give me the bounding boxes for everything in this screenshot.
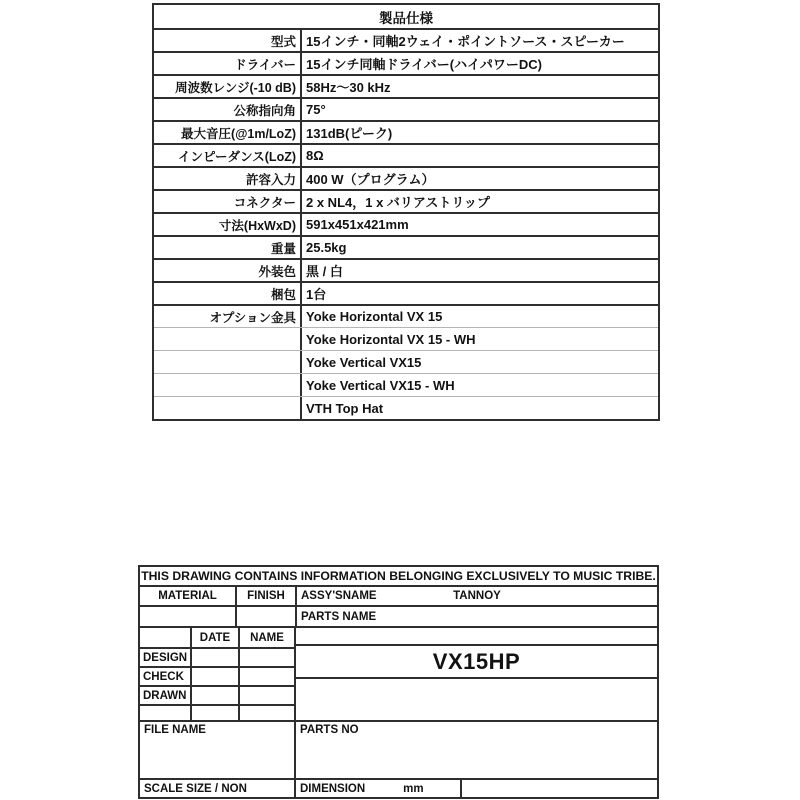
check-label: CHECK	[140, 668, 192, 685]
spec-row-power-handling	[154, 166, 658, 189]
spec-value: 15インチ同軸ドライバー(ハイパワーDC)	[306, 57, 542, 72]
spec-label: ドライバー	[154, 53, 302, 74]
spec-label-options: オプション金具	[154, 306, 302, 327]
dimension-cell	[296, 780, 462, 797]
check-row	[140, 666, 294, 685]
design-label: DESIGN	[140, 649, 192, 666]
spec-row-type	[154, 28, 658, 51]
spec-label-empty	[154, 397, 302, 419]
model-number: VX15HP	[296, 644, 657, 679]
parts-no-label: PARTS NO	[300, 724, 359, 736]
spec-value: 2 x NL4，1 x バリアストリップ	[306, 195, 490, 210]
spec-row-packaging	[154, 281, 658, 304]
spec-label: 周波数レンジ(-10 dB)	[154, 76, 302, 97]
signature-and-model-section	[140, 626, 657, 720]
spec-value: 1台	[306, 287, 327, 302]
finish-value-cell	[237, 607, 297, 626]
drawn-date-cell	[192, 687, 240, 704]
spec-label: インピーダンス(LoZ)	[154, 145, 302, 166]
material-finish-row	[140, 585, 657, 605]
blank-date-cell	[192, 706, 240, 720]
signature-grid	[140, 628, 296, 720]
spec-label: 外装色	[154, 260, 302, 281]
material-label: MATERIAL	[140, 587, 237, 605]
spec-label: 公称指向角	[154, 99, 302, 120]
drawn-name-cell	[240, 687, 294, 704]
finish-label: FINISH	[237, 587, 297, 605]
material-value-cell	[140, 607, 237, 626]
spec-value: 58Hz～30 kHz	[306, 80, 391, 95]
assy-name-label: ASSY'SNAME	[301, 590, 377, 602]
spec-row-optional-hardware-4	[154, 373, 658, 396]
signature-header-row	[140, 628, 294, 647]
spec-row-driver	[154, 51, 658, 74]
spec-row-impedance	[154, 143, 658, 166]
spec-value: 131dB(ピーク)	[306, 126, 393, 141]
dimension-label: DIMENSION	[300, 782, 366, 795]
blank-signature-row	[140, 704, 294, 720]
spec-row-dispersion	[154, 97, 658, 120]
option-value: VTH Top Hat	[306, 400, 384, 416]
check-date-cell	[192, 668, 240, 685]
spec-label: 寸法(HxWxD)	[154, 214, 302, 235]
spec-row-optional-hardware-1	[154, 304, 658, 327]
file-name-label: FILE NAME	[140, 722, 296, 778]
spec-label: コネクター	[154, 191, 302, 212]
option-value: Yoke Vertical VX15	[306, 354, 422, 370]
assy-name-cell	[297, 587, 657, 605]
model-section	[296, 628, 657, 720]
spec-row-optional-hardware-5	[154, 396, 658, 419]
brand-name: TANNOY	[453, 590, 501, 602]
spec-row-connectors	[154, 189, 658, 212]
spec-value: 75°	[306, 102, 326, 117]
scale-row-empty-cell	[462, 780, 657, 797]
model-empty-cell	[296, 679, 657, 720]
spec-label: 許容入力	[154, 168, 302, 189]
parts-name-row	[140, 605, 657, 626]
check-name-cell	[240, 668, 294, 685]
design-name-cell	[240, 649, 294, 666]
spec-label-empty	[154, 374, 302, 396]
option-value: Yoke Horizontal VX 15	[306, 309, 443, 324]
signature-header-blank	[140, 628, 192, 647]
spec-value: 黒 / 白	[306, 264, 343, 279]
spec-row-weight	[154, 235, 658, 258]
spec-row-frequency-range	[154, 74, 658, 97]
option-value: Yoke Vertical VX15 - WH	[306, 377, 455, 393]
blank-name-cell	[240, 706, 294, 720]
scale-dimension-row	[140, 778, 657, 797]
spec-row-finish-color	[154, 258, 658, 281]
spec-table-title: 製品仕様	[379, 10, 433, 26]
design-row	[140, 647, 294, 666]
drawing-title-block	[138, 565, 659, 799]
spec-label: 型式	[154, 30, 302, 51]
file-name-row	[140, 720, 657, 778]
option-value: Yoke Horizontal VX 15 - WH	[306, 331, 476, 347]
spec-label-empty	[154, 328, 302, 350]
spec-table	[152, 3, 660, 421]
name-label: NAME	[250, 631, 284, 644]
spec-value: 15インチ・同軸2ウェイ・ポイントソース・スピーカー	[306, 34, 625, 49]
confidentiality-notice: THIS DRAWING CONTAINS INFORMATION BELONGING EXCLUSIVELY TO MUSIC TRIBE.	[141, 569, 656, 583]
drawn-row	[140, 685, 294, 704]
spec-value: 8Ω	[306, 148, 324, 163]
scale-label: SCALE SIZE / NON	[140, 780, 296, 797]
spec-label: 最大音圧(@1m/LoZ)	[154, 122, 302, 143]
drawn-label: DRAWN	[140, 687, 192, 704]
design-date-cell	[192, 649, 240, 666]
spec-row-optional-hardware-3	[154, 350, 658, 373]
model-gap-cell	[296, 628, 657, 644]
spec-row-max-spl	[154, 120, 658, 143]
spec-row-dimensions	[154, 212, 658, 235]
spec-row-optional-hardware-2	[154, 327, 658, 350]
spec-value: 25.5kg	[306, 240, 347, 255]
parts-name-label: PARTS NAME	[301, 610, 377, 623]
spec-label-empty	[154, 351, 302, 373]
spec-value: 400 W（プログラム）	[306, 172, 435, 187]
spec-value: 591x451x421mm	[306, 217, 409, 232]
spec-label: 梱包	[154, 283, 302, 304]
dimension-unit: mm	[403, 782, 424, 795]
spec-label: 重量	[154, 237, 302, 258]
blank-label-cell	[140, 706, 192, 720]
date-label: DATE	[192, 628, 240, 647]
